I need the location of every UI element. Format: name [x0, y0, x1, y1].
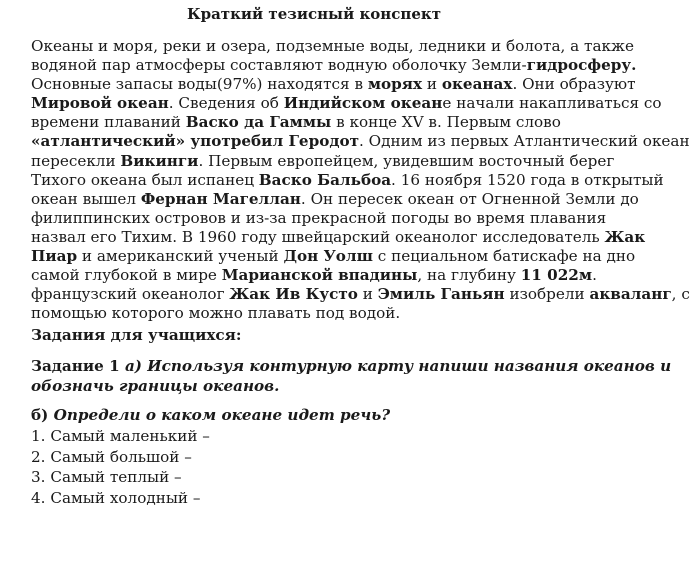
text-run: и американский ученый [77, 247, 284, 266]
paragraph-line [31, 285, 690, 304]
paragraph-line [31, 266, 628, 285]
text-run: . Одним из первых Атлантический океан [359, 132, 690, 151]
bold-term: Викинги [120, 151, 199, 170]
text-run: в конце XV в. Первым слово [331, 113, 561, 132]
bold-term: Дон Уолш [283, 247, 373, 266]
text-run: филиппинских островов и из-за прекрасной погоды во время плавания [31, 208, 607, 227]
text-run: назвал его Тихим. В 1960 году швейцарский океанолог исследователь [31, 227, 605, 246]
paragraph-line [31, 56, 637, 75]
text-run: Океаны и моря, реки и озера, подземные воды, ледники и болота, а также [31, 37, 634, 55]
paragraph-line [31, 94, 662, 113]
bold-term: Васко Бальбоа [258, 170, 392, 189]
text-run: помощью которого можно плавать под водой. [31, 304, 401, 323]
text-run: Тихого океана был испанец [31, 170, 259, 189]
bold-term: Эмиль Ганьян [377, 285, 505, 304]
text-run: . [592, 266, 597, 285]
text-run: океан вышел [31, 189, 141, 208]
list-item: 1. Самый маленький – [31, 427, 210, 445]
text-run: . 16 ноября 1520 года в открытый [391, 170, 664, 189]
bold-term: Индийском океан [283, 94, 443, 113]
text-run: самой глубокой в мире [31, 266, 222, 285]
paragraph-line [31, 247, 636, 266]
question-list [31, 426, 210, 508]
text-run: французский океанолог [31, 285, 230, 304]
bold-term: 11 022м [520, 266, 593, 285]
list-item: 3. Самый теплый – [31, 468, 182, 486]
paragraph-line [31, 113, 628, 132]
text-run: водяной пар атмосферы составляют водную оболочку Земли- [31, 56, 527, 75]
paragraph-line [31, 152, 628, 171]
list-item: 2. Самый большой – [31, 447, 192, 466]
paragraph-line [31, 75, 636, 94]
page-title: Краткий тезисный конспект [186, 5, 442, 23]
bold-term: Мировой океан [31, 94, 169, 113]
text-run: , с [671, 285, 690, 304]
text-run: и [357, 285, 378, 304]
task-b-label: б) [31, 406, 54, 424]
bold-term: Жак [604, 227, 646, 246]
task-1-line-1: а) Используя контурную карту напиши названия океанов и [124, 357, 672, 375]
bold-term: Жак Ив Кусто [229, 285, 358, 304]
bold-term: Пиар [31, 247, 78, 266]
text-run: времени плаваний [31, 113, 186, 132]
paragraph-line [31, 170, 664, 190]
text-run: пересекли [31, 151, 121, 170]
bold-term: «атлантический» употребил Геродот [31, 132, 359, 151]
summary-paragraph [31, 37, 690, 323]
text-run: изобрели [504, 285, 590, 304]
paragraph-line [31, 227, 646, 247]
paragraph-line [31, 37, 634, 56]
bold-term: Фернан Магеллан [140, 189, 301, 208]
text-run: . Он пересек океан от Огненной Земли до [300, 189, 639, 208]
bold-term: Васко да Гаммы [185, 113, 332, 132]
paragraph-line [31, 189, 639, 209]
text-run: и [422, 75, 442, 94]
text-run: е начали накапливаться со [442, 94, 662, 113]
bold-term: гидросферу. [526, 56, 637, 75]
bold-term: морях [367, 75, 423, 94]
paragraph-line [31, 209, 628, 228]
paragraph-line [31, 304, 628, 323]
paragraph-line [31, 132, 690, 151]
task-1-label: Задание 1 [31, 357, 125, 375]
bold-term: океанах [441, 75, 513, 94]
text-run: Основные запасы воды(97%) находятся в [31, 75, 368, 94]
bold-term: Марианской впадины [221, 266, 418, 285]
task-1-line-2: обозначь границы океанов. [31, 376, 280, 395]
list-item: 4. Самый холодный – [31, 488, 201, 507]
bold-term: акваланг [589, 285, 672, 304]
text-run: , на глубину [417, 266, 521, 285]
text-run: . Первым европейцем, увидевшим восточный берег [198, 151, 615, 170]
task-1 [31, 357, 672, 396]
text-run: . Сведения об [168, 94, 284, 113]
task-b-text: Определи о каком океане идет речь? [53, 406, 391, 424]
text-run: . Они образуют [512, 75, 636, 94]
tasks-heading: Задания для учащихся: [31, 326, 242, 344]
text-run: с пециальном батискафе на дно [372, 247, 636, 266]
task-b [31, 406, 390, 426]
